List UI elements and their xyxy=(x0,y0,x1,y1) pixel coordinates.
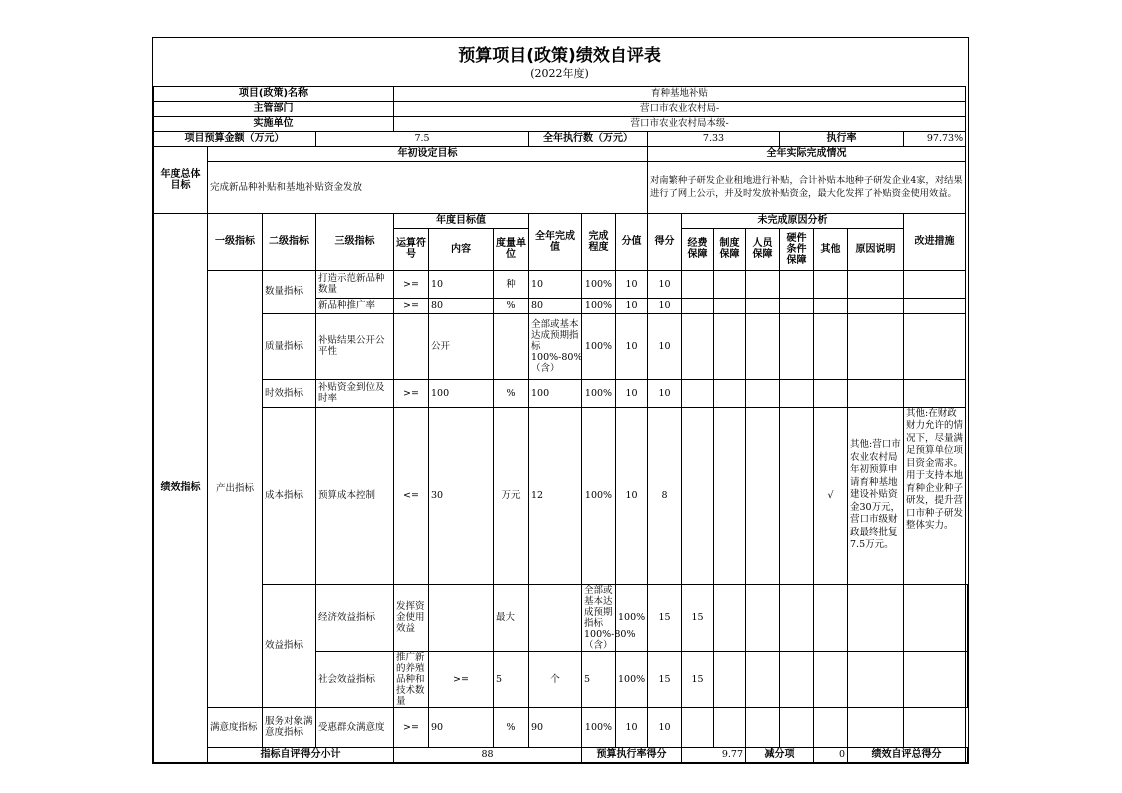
row-content: 30 xyxy=(429,407,494,584)
row-r4 xyxy=(780,379,814,407)
row-l2: 成本指标 xyxy=(263,407,316,584)
summary-row xyxy=(154,747,968,762)
page-subtitle: (2022年度) xyxy=(530,67,589,81)
row-r2 xyxy=(746,651,780,707)
row-degree: 100% xyxy=(582,379,616,407)
row-r4 xyxy=(780,298,814,313)
row-r1 xyxy=(714,584,746,651)
row-r3 xyxy=(746,313,780,379)
deduct-value: 0 xyxy=(814,747,848,762)
row-r5 xyxy=(814,298,848,313)
row-r1 xyxy=(682,407,714,584)
exec-score-label: 预算执行率得分 xyxy=(582,747,682,762)
level1-output: 产出指标 xyxy=(208,270,263,707)
exec-value: 7.33 xyxy=(648,131,780,146)
row-score: 10 xyxy=(648,313,682,379)
row-r5 xyxy=(814,379,848,407)
row-done: 5 xyxy=(582,651,616,707)
unit-label: 实施单位 xyxy=(154,116,394,131)
perf-row-label: 绩效指标 xyxy=(154,213,208,762)
row-reason xyxy=(848,707,904,747)
row-r2 xyxy=(714,313,746,379)
row-unit: % xyxy=(494,379,529,407)
row-content: 80 xyxy=(429,298,494,313)
col-header-l1: 一级指标 xyxy=(208,213,263,270)
goal-actual-text: 对南繁种子研发企业租地进行补贴，合计补贴本地种子研发企业4家，对结果进行了网上公示，并及时发放补贴资金，最大化发挥了补贴资金使用效益。 xyxy=(648,161,966,213)
row-degree: 100% xyxy=(582,313,616,379)
row-r3 xyxy=(746,298,780,313)
row-degree: 100% xyxy=(582,407,616,584)
row-score: 15 xyxy=(682,584,714,651)
row-r5 xyxy=(814,313,848,379)
row-done: 10 xyxy=(529,270,582,298)
row-r4 xyxy=(780,270,814,298)
row-r3 xyxy=(780,651,814,707)
row-done: 100 xyxy=(529,379,582,407)
dept-value: 营口市农业农村局- xyxy=(394,101,966,116)
row-weight: 10 xyxy=(616,270,648,298)
row-unit: % xyxy=(494,298,529,313)
row-weight: 10 xyxy=(616,407,648,584)
row-op: <= xyxy=(394,407,429,584)
row-done: 全部或基本达成预期指标100%-80%（含） xyxy=(582,584,616,651)
row-done: 80 xyxy=(529,298,582,313)
row-r3 xyxy=(746,707,780,747)
budget-value: 7.5 xyxy=(316,131,529,146)
evaluation-table xyxy=(153,38,968,763)
row-l3: 预算成本控制 xyxy=(316,407,394,584)
row-reason xyxy=(848,313,904,379)
row-l3: 推广新的养殖品种和技术数量 xyxy=(394,651,429,707)
row-unit: 个 xyxy=(529,651,582,707)
row-unit xyxy=(494,313,529,379)
row-l3: 新品种推广率 xyxy=(316,298,394,313)
row-degree: 100% xyxy=(582,707,616,747)
row-r4 xyxy=(780,313,814,379)
row-done: 12 xyxy=(529,407,582,584)
row-weight: 15 xyxy=(648,584,682,651)
row-reason xyxy=(848,379,904,407)
row-op: >= xyxy=(394,707,429,747)
row-l2: 时效指标 xyxy=(263,379,316,407)
page-title: 预算项目(政策)绩效自评表 xyxy=(458,46,661,67)
rate-label: 执行率 xyxy=(780,131,904,146)
exec-score-value: 9.77 xyxy=(682,747,746,762)
goal-row-label: 年度总体目标 xyxy=(154,146,208,213)
row-l2: 社会效益指标 xyxy=(316,651,394,707)
row-improve xyxy=(966,584,968,651)
row-improve xyxy=(904,313,966,379)
subtotal-value: 88 xyxy=(394,747,582,762)
evaluation-sheet xyxy=(152,37,969,764)
row-l2: 数量指标 xyxy=(263,270,316,313)
title-block xyxy=(154,38,966,86)
col-header-op: 运算符号 xyxy=(394,228,429,270)
row-r5 xyxy=(848,584,904,651)
total-value xyxy=(966,747,968,762)
row-op xyxy=(394,313,429,379)
row-l3: 补贴结果公开公平性 xyxy=(316,313,394,379)
table-row xyxy=(154,707,968,747)
row-reason xyxy=(904,584,966,651)
row-improve xyxy=(966,651,968,707)
col-header-l2: 二级指标 xyxy=(263,213,316,270)
goal-set-text: 完成新品种补贴和基地补贴资金发放 xyxy=(208,161,648,213)
row-r2 xyxy=(714,379,746,407)
row-content: 100 xyxy=(429,379,494,407)
row-r2 xyxy=(714,407,746,584)
exec-label: 全年执行数（万元） xyxy=(529,131,648,146)
row-score: 10 xyxy=(648,298,682,313)
col-header-reason-group: 未完成原因分析 xyxy=(682,213,904,228)
col-header-target-group: 年度目标值 xyxy=(394,213,529,228)
row-l3: 发挥资金使用效益 xyxy=(394,584,429,651)
row-op xyxy=(429,584,494,651)
row-reason xyxy=(848,270,904,298)
col-header-r4: 硬件条件保障 xyxy=(780,228,814,270)
goal-actual-header: 全年实际完成情况 xyxy=(648,146,966,161)
row-r1 xyxy=(682,379,714,407)
row-reason: 其他:营口市农业农村局年初预算申请育种基地建设补贴资金30万元，营口市级财政最终批复7.5万元。 xyxy=(848,407,904,584)
row-r1 xyxy=(682,298,714,313)
row-l3: 补贴资金到位及时率 xyxy=(316,379,394,407)
row-content: 5 xyxy=(494,651,529,707)
row-r4 xyxy=(780,407,814,584)
table-row xyxy=(154,584,968,651)
total-label: 绩效自评总得分 xyxy=(848,747,966,762)
row-r5 xyxy=(848,651,904,707)
row-r1 xyxy=(682,313,714,379)
row-weight: 10 xyxy=(616,298,648,313)
row-r5 xyxy=(814,270,848,298)
row-r3 xyxy=(746,379,780,407)
row-r3 xyxy=(746,407,780,584)
level1-benefit: 效益指标 xyxy=(263,584,316,707)
row-done: 全部或基本达成预期指标100%-80%（含） xyxy=(529,313,582,379)
row-r2 xyxy=(714,298,746,313)
budget-label: 项目预算金额（万元） xyxy=(154,131,316,146)
table-row xyxy=(154,407,968,584)
col-header-degree: 完成程度 xyxy=(582,213,616,270)
col-header-content: 内容 xyxy=(429,228,494,270)
row-score: 15 xyxy=(682,651,714,707)
row-r4 xyxy=(780,707,814,747)
row-unit: 万元 xyxy=(494,407,529,584)
row-content: 最大 xyxy=(494,584,529,651)
col-header-r6: 原因说明 xyxy=(848,228,904,270)
col-header-l3: 三级指标 xyxy=(316,213,394,270)
col-header-improve: 改进措施 xyxy=(904,213,966,270)
row-degree: 100% xyxy=(616,584,648,651)
row-op: >= xyxy=(394,379,429,407)
row-r3 xyxy=(780,584,814,651)
row-r4 xyxy=(814,651,848,707)
row-l2: 服务对象满意度指标 xyxy=(263,707,316,747)
row-improve xyxy=(904,379,966,407)
row-weight: 15 xyxy=(648,651,682,707)
row-weight: 10 xyxy=(616,707,648,747)
col-header-unit: 度量单位 xyxy=(494,228,529,270)
row-r2 xyxy=(714,707,746,747)
row-content: 10 xyxy=(429,270,494,298)
row-r2 xyxy=(714,270,746,298)
row-improve: 其他:在财政财力允许的情况下，尽量满足预算单位项目资金需求。用于支持本地育种企业种子研发，提升营口市种子研发整体实力。 xyxy=(904,407,966,584)
row-improve xyxy=(904,707,966,747)
unit-value: 营口市农业农村局本级- xyxy=(394,116,966,131)
project-name-label: 项目(政策)名称 xyxy=(154,86,394,101)
col-header-done: 全年完成值 xyxy=(529,213,582,270)
row-reason xyxy=(904,651,966,707)
row-content: 公开 xyxy=(429,313,494,379)
row-score: 10 xyxy=(648,270,682,298)
row-reason xyxy=(848,298,904,313)
row-l2: 质量指标 xyxy=(263,313,316,379)
table-row xyxy=(154,313,968,379)
row-weight: 10 xyxy=(616,379,648,407)
level1-satisfaction: 满意度指标 xyxy=(208,707,263,747)
rate-value: 97.73% xyxy=(904,131,966,146)
row-score: 10 xyxy=(648,379,682,407)
row-content: 90 xyxy=(429,707,494,747)
col-header-r2: 制度保障 xyxy=(714,228,746,270)
row-degree: 100% xyxy=(582,298,616,313)
row-weight: 10 xyxy=(616,313,648,379)
row-r5-check: √ xyxy=(814,407,848,584)
row-improve xyxy=(904,270,966,298)
row-r3 xyxy=(746,270,780,298)
col-header-score: 得分 xyxy=(648,213,682,270)
row-r4 xyxy=(814,584,848,651)
table-row xyxy=(154,270,968,298)
col-header-r5: 其他 xyxy=(814,228,848,270)
col-header-r3: 人员保障 xyxy=(746,228,780,270)
row-r2 xyxy=(746,584,780,651)
row-op: >= xyxy=(429,651,494,707)
row-unit: 种 xyxy=(494,270,529,298)
row-l3: 受惠群众满意度 xyxy=(316,707,394,747)
goal-set-header: 年初设定目标 xyxy=(208,146,648,161)
col-header-r1: 经费保障 xyxy=(682,228,714,270)
row-degree: 100% xyxy=(616,651,648,707)
row-unit: % xyxy=(494,707,529,747)
row-degree: 100% xyxy=(582,270,616,298)
row-r1 xyxy=(714,651,746,707)
project-name-value: 育种基地补贴 xyxy=(394,86,966,101)
row-op: >= xyxy=(394,298,429,313)
row-score: 10 xyxy=(648,707,682,747)
row-r5 xyxy=(814,707,848,747)
table-row xyxy=(154,379,968,407)
dept-label: 主管部门 xyxy=(154,101,394,116)
row-improve xyxy=(904,298,966,313)
row-score: 8 xyxy=(648,407,682,584)
row-r1 xyxy=(682,270,714,298)
row-unit xyxy=(529,584,582,651)
row-r1 xyxy=(682,707,714,747)
row-l3: 打造示范新品种数量 xyxy=(316,270,394,298)
row-done: 90 xyxy=(529,707,582,747)
row-op: >= xyxy=(394,270,429,298)
row-l2: 经济效益指标 xyxy=(316,584,394,651)
deduct-label: 减分项 xyxy=(746,747,814,762)
col-header-weight: 分值 xyxy=(616,213,648,270)
subtotal-label: 指标自评得分小计 xyxy=(208,747,394,762)
